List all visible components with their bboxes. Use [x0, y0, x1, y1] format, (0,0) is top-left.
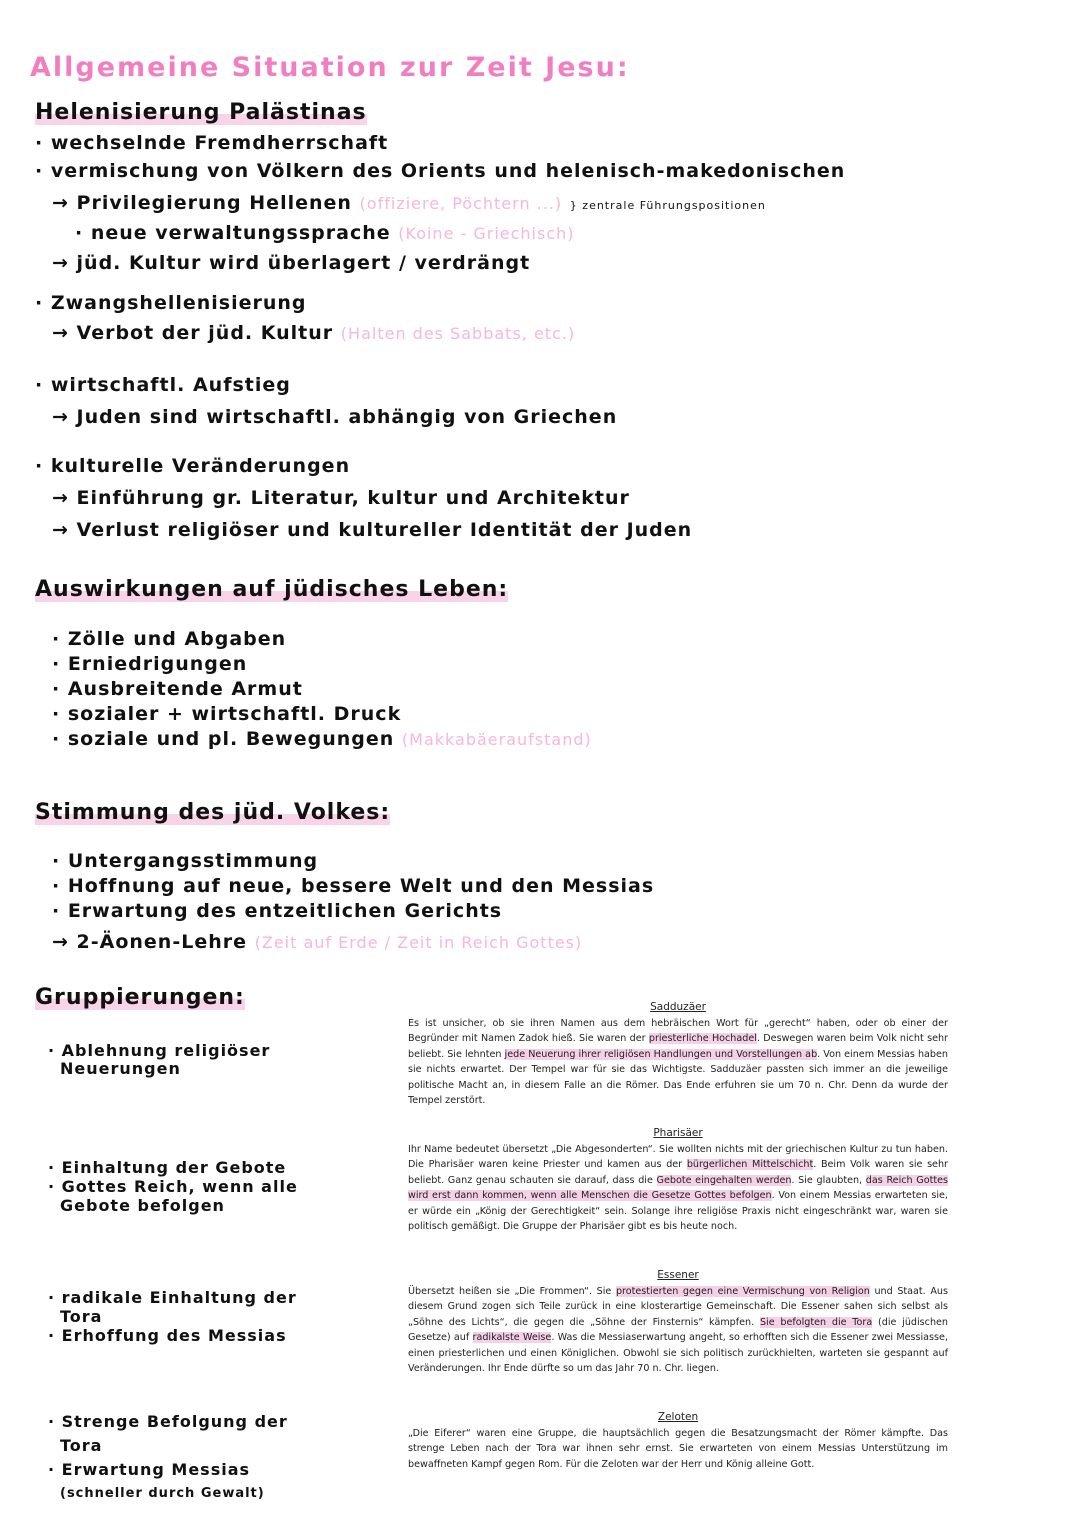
- text-zeloten: Zeloten „Die Eiferer“ waren eine Gruppe, die hauptsächlich gegen die Besatzungsmacht der Römer kämpfte. Das strenge Leben nach der Tora war ihnen sehr ernst. Sie erwarteten von einem Messias Unterstützung im bewaffneten Kampf gegen Rom. Für die Zeloten war der Herr und König alleine Gott.: [408, 1411, 948, 1470]
- list-item: · Zölle und Abgaben: [52, 628, 287, 650]
- note-line: · neue verwaltungssprache (Koine - Griechisch): [75, 222, 575, 244]
- text-title: Pharisäer: [653, 1127, 703, 1139]
- list-item: · Ausbreitende Armut: [52, 678, 303, 700]
- text-sadduzaer: Sadduzäer Es ist unsicher, ob sie ihren Namen aus dem hebräischen Wort für „gerecht“ haben, oder ob einer der Begründer mit Namen Zadok hieß. Sie waren der priesterliche Hochadel. Deswegen waren beim Volk nicht sehr beliebt. Sie lehnten jede Neuerung ihrer religiösen Handlungen und Vorstellungen ab. Von einem Messias haben sie nichts erwartet. Der Tempel war für sie das Wichtigste. Sadduzäer passten sich immer an die jeweilige politische Macht an, in diesem Falle an die Römer. Das Ende erfuhren sie um 70 n. Chr. Denn da wurde der Tempel zerstört.: [408, 1001, 948, 1106]
- text-essener: Essener Übersetzt heißen sie „Die Frommen“. Sie protestierten gegen eine Vermischung von Religion und Staat. Aus diesem Grund zogen sich Teile zurück in eine klosterartige Gemeinschaft. Die Essener sahen sich selbst als „Söhne des Lichts“, die gegen die „Söhne der Finsternis“ kämpfen. Sie befolgten die Tora (die jüdischen Gesetze) auf radikalste Weise. Was die Messiaserwartung angeht, so erhofften sich die Essener zwei Messiasse, einen priesterlichen und einen Königlichen. Obwohl sie sich politisch zurückhielten, warteten sie gespannt auf Veränderungen. Ihr Ende dürfte so um das Jahr 70 n. Chr. liegen.: [408, 1269, 949, 1374]
- list-item: · Untergangsstimmung: [52, 850, 319, 872]
- note-line: → jüd. Kultur wird überlagert / verdrängt: [52, 252, 531, 274]
- list-item: → 2-Äonen-Lehre (Zeit auf Erde / Zeit in Reich Gottes): [52, 931, 583, 953]
- group-note-pharisaer: · Einhaltung der Gebote · Gottes Reich, wenn alle Gebote befolgen: [48, 1158, 298, 1215]
- note-line: · wechselnde Fremdherrschaft: [35, 132, 389, 154]
- heading-hellenisierung: Helenisierung Palästinas: [35, 100, 367, 125]
- heading-gruppierungen: Gruppierungen:: [35, 985, 245, 1010]
- page-title: Allgemeine Situation zur Zeit Jesu:: [30, 52, 630, 83]
- group-note-sadduzaer: · Ablehnung religiöser Neuerungen: [48, 1041, 271, 1078]
- note-line: → Einführung gr. Literatur, kultur und Architektur: [52, 487, 630, 509]
- note-line: → Privilegierung Hellenen (offiziere, Pöchtern ...) } zentrale Führungspositionen: [52, 192, 766, 214]
- list-item: · Erwartung des entzeitlichen Gerichts: [52, 900, 503, 922]
- text-title: Essener: [657, 1269, 699, 1281]
- heading-stimmung: Stimmung des jüd. Volkes:: [35, 800, 391, 825]
- group-note-essener: · radikale Einhaltung der Tora · Erhoffung des Messias: [48, 1288, 297, 1345]
- text-title: Sadduzäer: [650, 1001, 706, 1013]
- heading-auswirkungen: Auswirkungen auf jüdisches Leben:: [35, 577, 509, 602]
- note-line: → Verlust religiöser und kultureller Identität der Juden: [52, 519, 693, 541]
- note-line: · vermischung von Völkern des Orients und helenisch-makedonischen: [35, 160, 846, 182]
- note-line: → Juden sind wirtschaftl. abhängig von Griechen: [52, 406, 618, 428]
- group-note-zeloten: · Strenge Befolgung der Tora · Erwartung Messias (schneller durch Gewalt): [48, 1412, 288, 1501]
- note-line: · wirtschaftl. Aufstieg: [35, 374, 291, 396]
- text-title: Zeloten: [657, 1411, 699, 1423]
- text-pharisaer: Pharisäer Ihr Name bedeutet übersetzt „Die Abgesonderten“. Sie wollten nichts mit der griechischen Kultur zu tun haben. Die Pharisäer waren keine Priester und kamen aus der bürgerlichen Mittelschicht. Beim Volk waren sie sehr beliebt. Ganz genau schauten sie darauf, dass die Gebote eingehalten werden. Sie glaubten, das Reich Gottes wird erst dann kommen, wenn alle Menschen die Gesetze Gottes befolgen. Von einem Messias erwarteten sie, er würde ein „König der Gerechtigkeit“ sein. Solange ihre religiöse Praxis nicht eingeschränkt war, waren sie politisch gemäßigt. Die Gruppe der Pharisäer gibt es bis heute noch.: [408, 1127, 948, 1232]
- note-line: · Zwangshellenisierung: [35, 292, 307, 314]
- list-item: · Hoffnung auf neue, bessere Welt und den Messias: [52, 875, 655, 897]
- note-line: · kulturelle Veränderungen: [35, 455, 351, 477]
- note-line: → Verbot der jüd. Kultur (Halten des Sabbats, etc.): [52, 322, 576, 344]
- list-item: · sozialer + wirtschaftl. Druck: [52, 703, 402, 725]
- list-item: · Erniedrigungen: [52, 653, 248, 675]
- list-item: · soziale und pl. Bewegungen (Makkabäeraufstand): [52, 728, 592, 750]
